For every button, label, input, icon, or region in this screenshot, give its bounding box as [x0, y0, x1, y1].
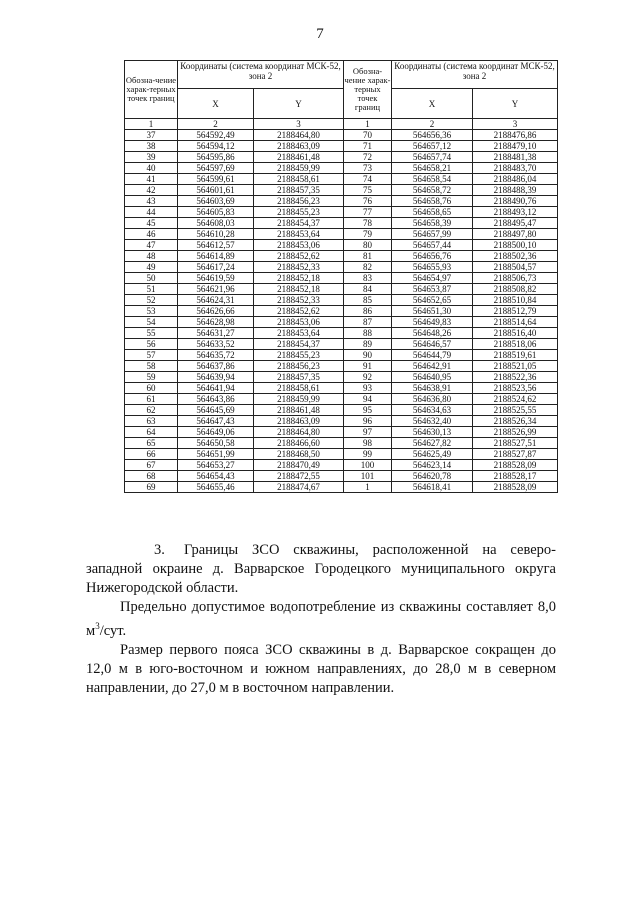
table-row [125, 130, 558, 141]
point-id: 55 [125, 328, 178, 339]
point-id: 66 [125, 449, 178, 460]
table-row [125, 218, 558, 229]
point-id: 37 [125, 130, 178, 141]
x-coordinate: 564627,82 [392, 438, 473, 449]
point-id: 1 [344, 482, 392, 493]
table-row [125, 174, 558, 185]
column-index: 3 [473, 119, 558, 130]
y-coordinate: 2188461,48 [254, 152, 344, 163]
y-coordinate: 2188453,06 [254, 317, 344, 328]
point-id: 81 [344, 251, 392, 262]
table-row [125, 449, 558, 460]
x-coordinate: 564610,28 [178, 229, 254, 240]
table-row [125, 295, 558, 306]
table-row [125, 163, 558, 174]
y-coordinate: 2188463,09 [254, 416, 344, 427]
point-id: 51 [125, 284, 178, 295]
consumption-paragraph [86, 598, 556, 641]
table-row [125, 229, 558, 240]
y-header: Y [254, 89, 344, 119]
y-coordinate: 2188452,33 [254, 262, 344, 273]
x-header: X [392, 89, 473, 119]
x-coordinate: 564595,86 [178, 152, 254, 163]
point-id: 98 [344, 438, 392, 449]
point-id: 46 [125, 229, 178, 240]
point-id: 49 [125, 262, 178, 273]
point-id: 67 [125, 460, 178, 471]
y-coordinate: 2188483,70 [473, 163, 558, 174]
column-index: 3 [254, 119, 344, 130]
point-id: 50 [125, 273, 178, 284]
point-id: 44 [125, 207, 178, 218]
x-coordinate: 564655,46 [178, 482, 254, 493]
y-coordinate: 2188497,80 [473, 229, 558, 240]
point-id: 86 [344, 306, 392, 317]
point-id: 76 [344, 196, 392, 207]
y-coordinate: 2188468,50 [254, 449, 344, 460]
y-coordinate: 2188454,37 [254, 218, 344, 229]
point-id: 99 [344, 449, 392, 460]
y-coordinate: 2188479,10 [473, 141, 558, 152]
y-coordinate: 2188524,62 [473, 394, 558, 405]
point-id: 42 [125, 185, 178, 196]
y-coordinate: 2188458,61 [254, 174, 344, 185]
point-id: 41 [125, 174, 178, 185]
y-coordinate: 2188493,12 [473, 207, 558, 218]
x-coordinate: 564630,13 [392, 427, 473, 438]
table-row [125, 328, 558, 339]
x-coordinate: 564628,98 [178, 317, 254, 328]
point-id: 65 [125, 438, 178, 449]
table-row [125, 152, 558, 163]
x-coordinate: 564594,12 [178, 141, 254, 152]
point-id: 64 [125, 427, 178, 438]
y-coordinate: 2188461,48 [254, 405, 344, 416]
point-id: 59 [125, 372, 178, 383]
y-coordinate: 2188452,18 [254, 273, 344, 284]
y-coordinate: 2188472,55 [254, 471, 344, 482]
x-coordinate: 564651,30 [392, 306, 473, 317]
y-coordinate: 2188455,23 [254, 207, 344, 218]
table-row [125, 394, 558, 405]
coordinates-header: Координаты (система координат МСК-52, зона 2 [392, 61, 558, 89]
x-coordinate: 564618,41 [392, 482, 473, 493]
item-3-paragraph [86, 541, 556, 598]
table-row [125, 141, 558, 152]
y-coordinate: 2188512,79 [473, 306, 558, 317]
point-id: 89 [344, 339, 392, 350]
y-coordinate: 2188453,64 [254, 328, 344, 339]
point-id: 97 [344, 427, 392, 438]
y-coordinate: 2188522,36 [473, 372, 558, 383]
y-coordinate: 2188506,73 [473, 273, 558, 284]
point-id: 88 [344, 328, 392, 339]
x-coordinate: 564649,83 [392, 317, 473, 328]
item-3-text: Границы ЗСО скважины, расположенной на северо-западной окраине д. Варварское Городецкого муниципального округа Нижегородской области. [86, 542, 556, 596]
table-row [125, 482, 558, 493]
y-coordinate: 2188528,09 [473, 460, 558, 471]
x-coordinate: 564648,26 [392, 328, 473, 339]
point-id: 58 [125, 361, 178, 372]
x-coordinate: 564599,61 [178, 174, 254, 185]
x-coordinate: 564601,61 [178, 185, 254, 196]
point-id: 70 [344, 130, 392, 141]
table-row [125, 416, 558, 427]
point-id: 48 [125, 251, 178, 262]
table-row [125, 207, 558, 218]
x-coordinate: 564658,21 [392, 163, 473, 174]
x-coordinate: 564647,43 [178, 416, 254, 427]
point-id: 85 [344, 295, 392, 306]
x-coordinate: 564637,86 [178, 361, 254, 372]
y-coordinate: 2188455,23 [254, 350, 344, 361]
point-label-header: Обозна-чение харак-терных точек границ [344, 61, 392, 119]
table-row [125, 405, 558, 416]
point-id: 96 [344, 416, 392, 427]
x-coordinate: 564614,89 [178, 251, 254, 262]
coordinates-header: Координаты (система координат МСК-52, зона 2 [178, 61, 344, 89]
x-coordinate: 564631,27 [178, 328, 254, 339]
y-coordinate: 2188453,06 [254, 240, 344, 251]
point-id: 90 [344, 350, 392, 361]
table-row [125, 471, 558, 482]
point-id: 87 [344, 317, 392, 328]
x-header: X [178, 89, 254, 119]
point-id: 79 [344, 229, 392, 240]
table-row [125, 262, 558, 273]
x-coordinate: 564645,69 [178, 405, 254, 416]
table-row [125, 306, 558, 317]
y-coordinate: 2188474,67 [254, 482, 344, 493]
page-number: 7 [316, 26, 324, 42]
table-row [125, 185, 558, 196]
y-coordinate: 2188476,86 [473, 130, 558, 141]
x-coordinate: 564641,94 [178, 383, 254, 394]
point-id: 101 [344, 471, 392, 482]
point-id: 74 [344, 174, 392, 185]
y-coordinate: 2188466,60 [254, 438, 344, 449]
x-coordinate: 564617,24 [178, 262, 254, 273]
y-coordinate: 2188519,61 [473, 350, 558, 361]
coordinates-table [124, 60, 558, 493]
point-id: 92 [344, 372, 392, 383]
x-coordinate: 564636,80 [392, 394, 473, 405]
y-coordinate: 2188458,61 [254, 383, 344, 394]
y-coordinate: 2188495,47 [473, 218, 558, 229]
y-coordinate: 2188525,55 [473, 405, 558, 416]
y-coordinate: 2188526,34 [473, 416, 558, 427]
unit-superscript: 3 [95, 621, 100, 631]
y-coordinate: 2188452,18 [254, 284, 344, 295]
column-index: 2 [178, 119, 254, 130]
x-coordinate: 564623,14 [392, 460, 473, 471]
table-row [125, 339, 558, 350]
x-coordinate: 564653,27 [178, 460, 254, 471]
consumption-unit: /сут. [99, 622, 127, 639]
y-coordinate: 2188452,62 [254, 251, 344, 262]
point-id: 100 [344, 460, 392, 471]
y-coordinate: 2188457,35 [254, 372, 344, 383]
y-coordinate: 2188452,62 [254, 306, 344, 317]
table-row [125, 372, 558, 383]
point-id: 47 [125, 240, 178, 251]
y-coordinate: 2188523,56 [473, 383, 558, 394]
x-coordinate: 564657,12 [392, 141, 473, 152]
y-coordinate: 2188500,10 [473, 240, 558, 251]
y-coordinate: 2188518,06 [473, 339, 558, 350]
x-coordinate: 564624,31 [178, 295, 254, 306]
column-index-row [125, 119, 558, 130]
y-coordinate: 2188528,09 [473, 482, 558, 493]
y-coordinate: 2188464,80 [254, 130, 344, 141]
table-row [125, 460, 558, 471]
point-label-header: Обозна-чение харак-терных точек границ [125, 61, 178, 119]
y-coordinate: 2188464,80 [254, 427, 344, 438]
y-coordinate: 2188514,64 [473, 317, 558, 328]
table-row [125, 438, 558, 449]
y-coordinate: 2188504,57 [473, 262, 558, 273]
x-coordinate: 564621,96 [178, 284, 254, 295]
x-coordinate: 564644,79 [392, 350, 473, 361]
y-coordinate: 2188470,49 [254, 460, 344, 471]
table-row [125, 350, 558, 361]
y-coordinate: 2188456,23 [254, 361, 344, 372]
point-id: 95 [344, 405, 392, 416]
table-row [125, 273, 558, 284]
y-coordinate: 2188510,84 [473, 295, 558, 306]
x-coordinate: 564608,03 [178, 218, 254, 229]
x-coordinate: 564656,76 [392, 251, 473, 262]
x-coordinate: 564657,44 [392, 240, 473, 251]
point-id: 68 [125, 471, 178, 482]
table-row [125, 196, 558, 207]
point-id: 39 [125, 152, 178, 163]
y-coordinate: 2188528,17 [473, 471, 558, 482]
x-coordinate: 564633,52 [178, 339, 254, 350]
y-header: Y [473, 89, 558, 119]
y-coordinate: 2188481,38 [473, 152, 558, 163]
y-coordinate: 2188463,09 [254, 141, 344, 152]
x-coordinate: 564605,83 [178, 207, 254, 218]
point-id: 77 [344, 207, 392, 218]
point-id: 91 [344, 361, 392, 372]
y-coordinate: 2188486,04 [473, 174, 558, 185]
x-coordinate: 564635,72 [178, 350, 254, 361]
x-coordinate: 564646,57 [392, 339, 473, 350]
x-coordinate: 564640,95 [392, 372, 473, 383]
x-coordinate: 564651,99 [178, 449, 254, 460]
point-id: 80 [344, 240, 392, 251]
point-id: 38 [125, 141, 178, 152]
x-coordinate: 564650,58 [178, 438, 254, 449]
y-coordinate: 2188502,36 [473, 251, 558, 262]
point-id: 56 [125, 339, 178, 350]
point-id: 62 [125, 405, 178, 416]
table-row [125, 284, 558, 295]
x-coordinate: 564654,43 [178, 471, 254, 482]
document-text [86, 541, 556, 698]
point-id: 93 [344, 383, 392, 394]
x-coordinate: 564652,65 [392, 295, 473, 306]
point-id: 69 [125, 482, 178, 493]
table-row [125, 251, 558, 262]
x-coordinate: 564626,66 [178, 306, 254, 317]
table-row [125, 240, 558, 251]
x-coordinate: 564592,49 [178, 130, 254, 141]
table-row [125, 427, 558, 438]
x-coordinate: 564625,49 [392, 449, 473, 460]
point-id: 45 [125, 218, 178, 229]
x-coordinate: 564638,91 [392, 383, 473, 394]
x-coordinate: 564642,91 [392, 361, 473, 372]
x-coordinate: 564658,76 [392, 196, 473, 207]
point-id: 82 [344, 262, 392, 273]
y-coordinate: 2188459,99 [254, 163, 344, 174]
point-id: 73 [344, 163, 392, 174]
point-id: 71 [344, 141, 392, 152]
x-coordinate: 564658,72 [392, 185, 473, 196]
point-id: 53 [125, 306, 178, 317]
y-coordinate: 2188527,87 [473, 449, 558, 460]
column-index: 1 [344, 119, 392, 130]
y-coordinate: 2188459,99 [254, 394, 344, 405]
point-id: 60 [125, 383, 178, 394]
consumption-text: Предельно допустимое водопотребление из скважины составляет 8,0 м [86, 599, 556, 639]
y-coordinate: 2188490,76 [473, 196, 558, 207]
x-coordinate: 564639,94 [178, 372, 254, 383]
x-coordinate: 564658,65 [392, 207, 473, 218]
column-index: 1 [125, 119, 178, 130]
y-coordinate: 2188452,33 [254, 295, 344, 306]
column-index: 2 [392, 119, 473, 130]
item-number: 3. [154, 542, 165, 558]
zone-size-paragraph: Размер первого пояса ЗСО скважины в д. Варварское сокращен до 12,0 м в юго-восточном и южном направлениях, до 28,0 м в северном направлении, до 27,0 м в восточном направлении. [86, 641, 556, 696]
x-coordinate: 564657,74 [392, 152, 473, 163]
y-coordinate: 2188527,51 [473, 438, 558, 449]
y-coordinate: 2188526,99 [473, 427, 558, 438]
point-id: 72 [344, 152, 392, 163]
x-coordinate: 564632,40 [392, 416, 473, 427]
point-id: 83 [344, 273, 392, 284]
x-coordinate: 564655,93 [392, 262, 473, 273]
x-coordinate: 564597,69 [178, 163, 254, 174]
x-coordinate: 564612,57 [178, 240, 254, 251]
x-coordinate: 564649,06 [178, 427, 254, 438]
x-coordinate: 564619,59 [178, 273, 254, 284]
y-coordinate: 2188488,39 [473, 185, 558, 196]
table-row [125, 383, 558, 394]
table-body [125, 130, 558, 493]
y-coordinate: 2188456,23 [254, 196, 344, 207]
y-coordinate: 2188521,05 [473, 361, 558, 372]
table-row [125, 317, 558, 328]
x-coordinate: 564634,63 [392, 405, 473, 416]
point-id: 78 [344, 218, 392, 229]
y-coordinate: 2188516,40 [473, 328, 558, 339]
x-coordinate: 564620,78 [392, 471, 473, 482]
point-id: 54 [125, 317, 178, 328]
point-id: 84 [344, 284, 392, 295]
point-id: 57 [125, 350, 178, 361]
y-coordinate: 2188453,64 [254, 229, 344, 240]
x-coordinate: 564657,99 [392, 229, 473, 240]
x-coordinate: 564658,39 [392, 218, 473, 229]
point-id: 61 [125, 394, 178, 405]
point-id: 94 [344, 394, 392, 405]
point-id: 63 [125, 416, 178, 427]
point-id: 75 [344, 185, 392, 196]
point-id: 43 [125, 196, 178, 207]
y-coordinate: 2188508,82 [473, 284, 558, 295]
point-id: 40 [125, 163, 178, 174]
x-coordinate: 564656,36 [392, 130, 473, 141]
x-coordinate: 564654,97 [392, 273, 473, 284]
y-coordinate: 2188454,37 [254, 339, 344, 350]
point-id: 52 [125, 295, 178, 306]
x-coordinate: 564603,69 [178, 196, 254, 207]
x-coordinate: 564658,54 [392, 174, 473, 185]
y-coordinate: 2188457,35 [254, 185, 344, 196]
x-coordinate: 564643,86 [178, 394, 254, 405]
x-coordinate: 564653,87 [392, 284, 473, 295]
table-row [125, 361, 558, 372]
